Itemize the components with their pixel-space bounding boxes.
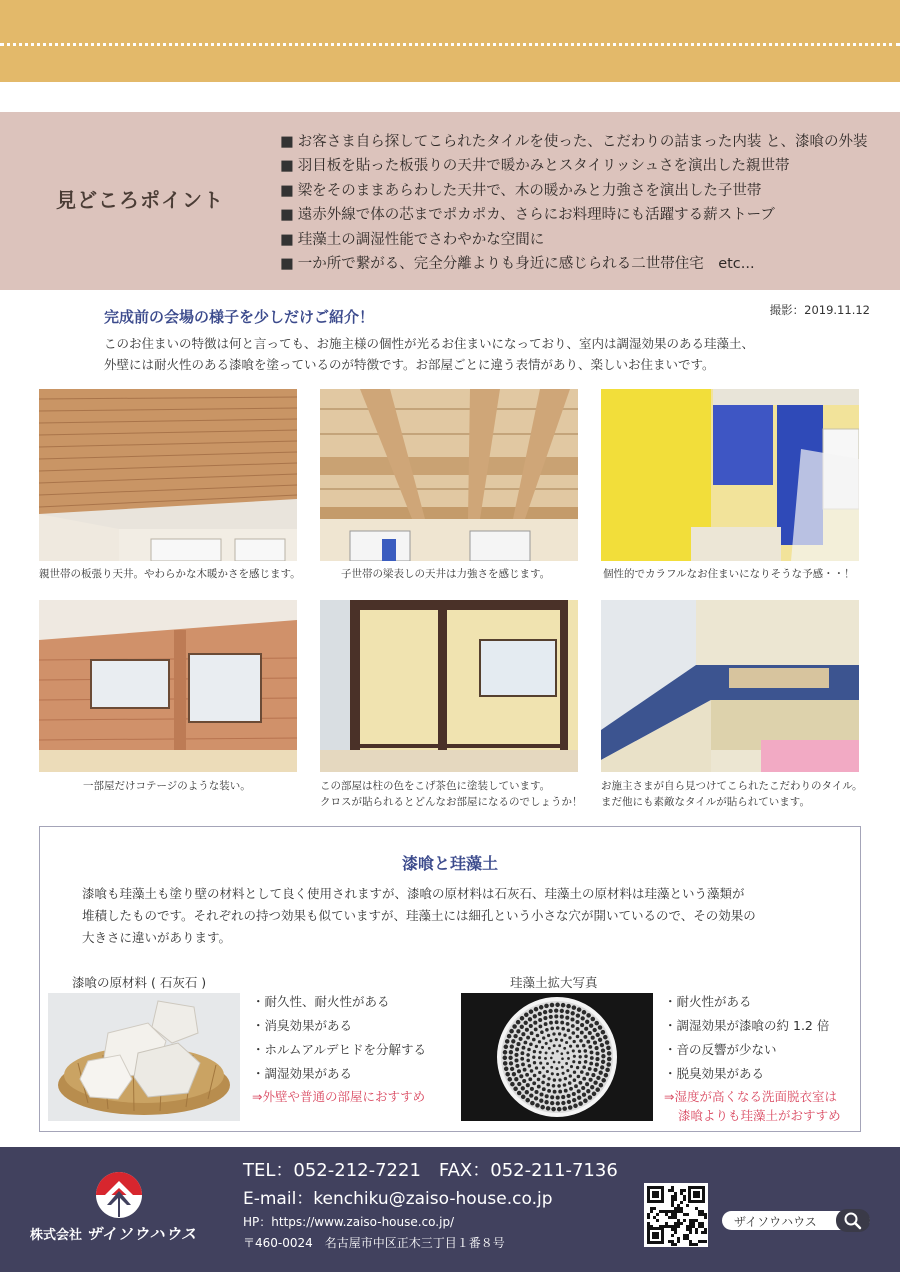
stitch-line — [0, 43, 900, 46]
materials-line: 漆喰も珪藻土も塗り壁の材料として良く使用されますが、漆喰の原材料は石灰石、珪藻土の原材料は珪藻という藻類が — [82, 886, 745, 901]
recommendation-line: ⇒湿度が高くなる洗面脱衣室は — [664, 1089, 837, 1104]
caption-photo-1: 親世帯の板張り天井。やわらかな木暖かさを感じます。 — [39, 568, 301, 580]
materials-line: 大きさに違いがあります。 — [82, 930, 232, 945]
materials-title: 漆喰と珪藻土 — [401, 854, 498, 873]
photo-cottage-room — [39, 600, 297, 772]
caption-photo-4: 一部屋だけコテージのような装い。 — [83, 780, 251, 792]
feature-item: ・ 耐久性、耐火性がある — [252, 990, 426, 1014]
limestone-label: 漆喰の原材料 ( 石灰石 ) — [72, 975, 207, 990]
search-text: ザイソウハウス — [734, 1215, 817, 1229]
feature-item: ・ 耐火性がある — [664, 990, 829, 1014]
intro-line: 外壁には耐火性のある漆喰を塗っているのが特徴です。お部屋ごとに違う表情があり、楽しいお住まいです。 — [104, 357, 715, 372]
intro-text — [104, 333, 844, 375]
caption-photo-5 — [320, 778, 583, 810]
point-item: ■ 珪藻土の調湿性能でさわやかな空間に — [280, 228, 868, 252]
points-section — [0, 112, 900, 290]
limestone-photo — [48, 993, 240, 1121]
feature-item: ・ 音の反響が少ない — [664, 1038, 829, 1062]
point-item: ■ お客さま自ら探してこられたタイルを使った、こだわりの詰まった内装 と、漆喰の外装 — [280, 130, 868, 154]
diatom-label: 珪藻土拡大写真 — [510, 975, 598, 990]
tel-fax: TEL：052-212-7221 FAX：052-211-7136 — [243, 1160, 618, 1181]
diatom-recommendation — [664, 1087, 841, 1125]
website-link[interactable]: HP：https://www.zaiso-house.co.jp/ — [243, 1215, 455, 1229]
recommendation-line: 漆喰よりも珪藻土がおすすめ — [678, 1108, 841, 1123]
materials-text — [82, 883, 842, 949]
point-item: ■ 梁をそのままあらわした天井で、木の暖かみと力強さを演出した子世帯 — [280, 179, 868, 203]
address: 〒460-0024 名古屋市中区正木三丁目１番８号 — [243, 1236, 505, 1250]
diatom-features — [664, 990, 829, 1086]
point-item: ■ 遠赤外線で体の芯までポカポカ、さらにお料理時にも活躍する薪ストーブ — [280, 203, 868, 227]
materials-line: 堆積したものです。それぞれの持つ効果も似ていますが、珪藻土には細孔という小さな穴が開いているので、その効果の — [82, 908, 756, 923]
caption-line: この部屋は柱の色をこげ茶色に塗装しています。 — [320, 780, 551, 792]
search-button[interactable] — [836, 1209, 870, 1232]
photo-date: 撮影：2019.11.12 — [769, 303, 870, 317]
feature-item: ・ 調湿効果が漆喰の約 1.2 倍 — [664, 1014, 829, 1038]
company-brand: ザイソウハウス — [86, 1225, 198, 1243]
feature-item: ・ 調湿効果がある — [252, 1062, 426, 1086]
company-logo-icon — [95, 1171, 143, 1219]
intro-title: 完成前の会場の様子を少しだけご紹介！ — [104, 308, 375, 326]
materials-box — [39, 826, 861, 1132]
intro-line: このお住まいの特徴は何と言っても、お施主様の個性が光るお住まいになっており、室内は調湿効果のある珪藻土、 — [104, 336, 755, 351]
company-prefix: 株式会社 — [30, 1228, 83, 1243]
search-box[interactable] — [722, 1211, 870, 1230]
caption-photo-6 — [601, 778, 862, 810]
feature-item: ・ ホルムアルデヒドを分解する — [252, 1038, 426, 1062]
caption-photo-3: 個性的でカラフルなお住まいになりそうな予感・・！ — [603, 568, 855, 580]
footer — [0, 1147, 900, 1272]
photo-beam-ceiling — [320, 389, 578, 561]
photo-colorful-room — [601, 389, 859, 561]
email-link[interactable]: E-mail：kenchiku@zaiso-house.co.jp — [243, 1189, 553, 1209]
point-item: ■ 羽目板を貼った板張りの天井で暖かみとスタイリッシュさを演出した親世帯 — [280, 154, 868, 178]
caption-line: クロスが貼られるとどんなお部屋になるのでしょうか！ — [320, 796, 583, 808]
limestone-features — [252, 990, 426, 1086]
search-icon — [836, 1209, 870, 1232]
limestone-recommendation: ⇒外壁や普通の部屋におすすめ — [252, 1089, 426, 1104]
diatom-photo — [461, 993, 653, 1121]
points-list — [280, 130, 868, 276]
caption-line: お施主さまが自ら見つけてこられたこだわりのタイル。 — [601, 780, 863, 792]
qr-code-icon[interactable] — [644, 1183, 708, 1247]
photo-plank-ceiling — [39, 389, 297, 561]
feature-item: ・ 消臭効果がある — [252, 1014, 426, 1038]
points-title: 見どころポイント — [56, 188, 224, 212]
top-band — [0, 0, 900, 82]
caption-photo-2: 子世帯の梁表しの天井は力強さを感じます。 — [341, 568, 551, 580]
photo-dark-pillar-room — [320, 600, 578, 772]
point-item: ■ 一か所で繋がる、完全分離よりも身近に感じられる二世帯住宅 etc... — [280, 252, 868, 276]
feature-item: ・ 脱臭効果がある — [664, 1062, 829, 1086]
photo-tiled-counter — [601, 600, 859, 772]
company-name — [30, 1223, 197, 1244]
caption-line: まだ他にも素敵なタイルが貼られています。 — [601, 796, 810, 808]
